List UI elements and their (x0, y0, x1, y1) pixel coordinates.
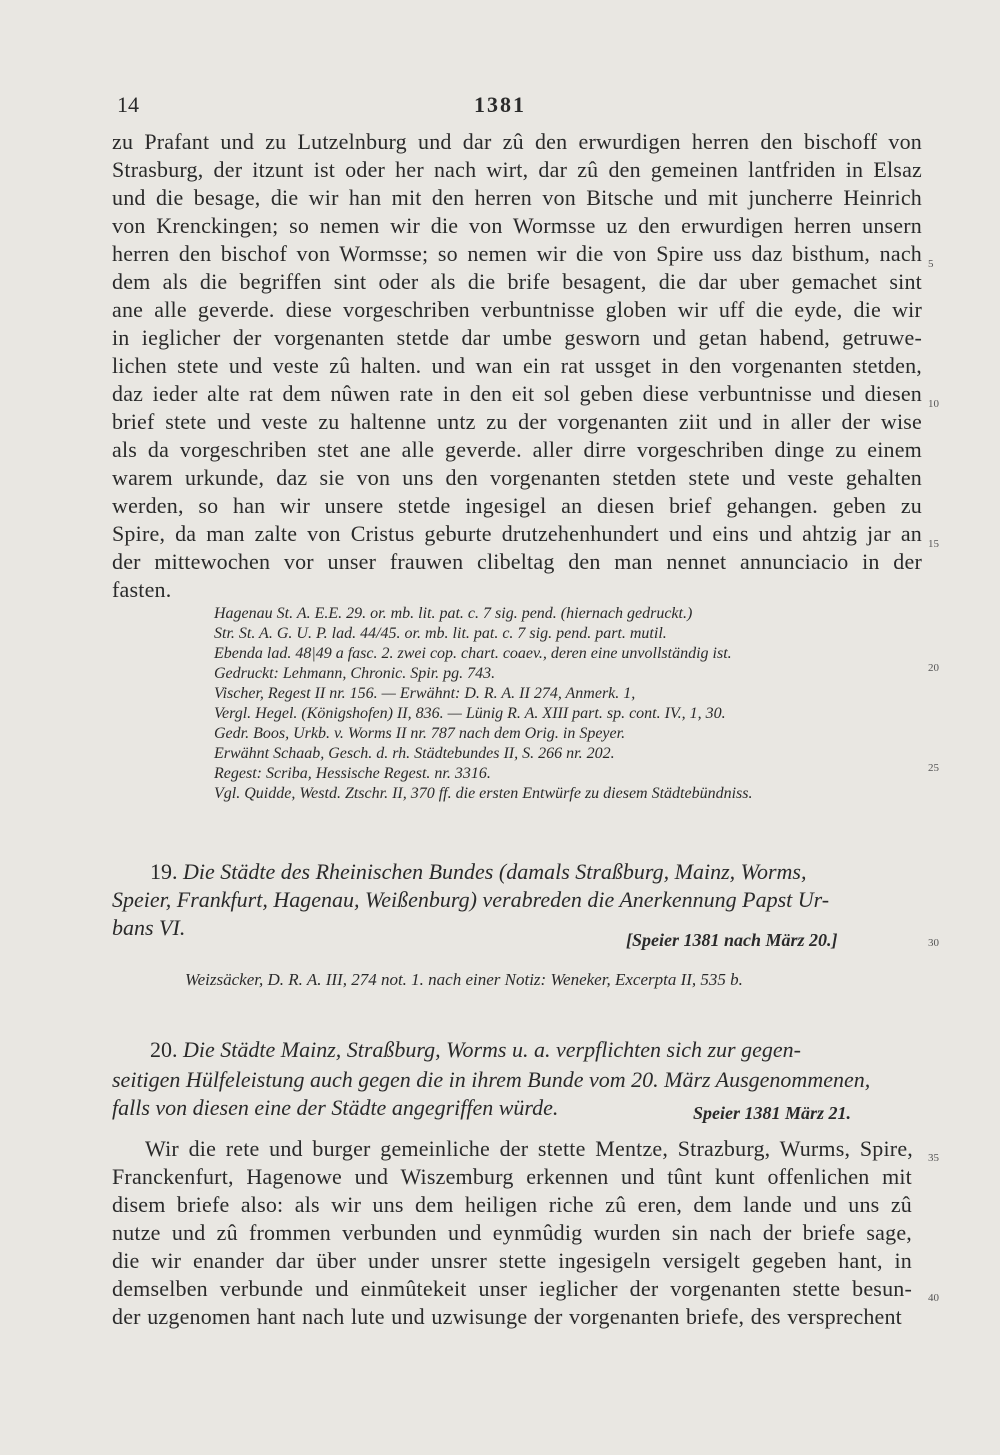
source-note: Str. St. A. G. U. P. lad. 44/45. or. mb. lit. pat. c. 7 sig. pend. part. mutil. (214, 625, 667, 642)
body-line: von Krenckingen; so nemen wir die von Wormsse uz den erwurdigen herren unsern (112, 213, 922, 238)
body-line: Spire, da man zalte von Cristus geburte drutzehenhundert und eins und ahtzig jar an (112, 521, 922, 546)
body-line: die wir enander dar über under unsrer stette ingesigeln versigelt gegeben hant, in (112, 1248, 912, 1273)
source-note: Vgl. Quidde, Westd. Ztschr. II, 370 ff. die ersten Entwürfe zu diesem Städtebündniss. (214, 785, 753, 802)
source-note: Ebenda lad. 48|49 a fasc. 2. zwei cop. chart. coaev., deren eine unvollständig ist. (214, 645, 732, 662)
entry-number: 19. (150, 859, 178, 884)
running-head: 1381 (474, 92, 526, 117)
margin-line-number: 40 (928, 1292, 939, 1304)
entry-summary-line: falls von diesen eine der Städte angegriffen würde. (112, 1095, 559, 1120)
entry-reference: Weizsäcker, D. R. A. III, 274 not. 1. nach einer Notiz: Weneker, Excerpta II, 535 b. (185, 970, 743, 989)
body-line: ane alle geverde. diese vorgeschriben verbuntnisse globen wir uff die eyde, die wir (112, 297, 922, 322)
body-line: brief stete und veste zu haltenne untz zu der vorgenanten ziit und in aller der wise (112, 409, 922, 434)
body-line: demselben verbunde und einmûtekeit unser ieglicher der vorgenanten stette besun- (112, 1276, 912, 1301)
body-line: in ieglicher der vorgenanten stetde dar umbe gesworn und getan habend, getruwe- (112, 325, 922, 350)
body-line: der uzgenomen hant nach lute und uzwisunge der vorgenanten briefe, des versprechent (112, 1304, 902, 1329)
entry-summary-line: bans VI. (112, 915, 186, 940)
body-line: nutze und zû frommen verbunden und eynmûdig wurden sin nach der briefe sage, (112, 1220, 912, 1245)
body-line: als da vorgeschriben stet ane alle geverde. aller dirre vorgeschriben dinge zu einem (112, 437, 922, 462)
entry-summary-line: seitigen Hülfeleistung auch gegen die in ihrem Bunde vom 20. März Ausgenommenen, (112, 1067, 871, 1092)
entry-summary-line: Speier, Frankfurt, Hagenau, Weißenburg) verabreden die Anerkennung Papst Ur- (112, 887, 830, 912)
margin-line-number: 35 (928, 1152, 939, 1164)
body-line: lichen stete und veste zû halten. und wan ein rat ussget in den vorgenanten stetden, (112, 353, 922, 378)
entry-19-heading (150, 858, 950, 886)
source-note: Regest: Scriba, Hessische Regest. nr. 3316. (214, 765, 491, 782)
entry-summary-line: Die Städte Mainz, Straßburg, Worms u. a. verpflichten sich zur gegen- (183, 1037, 801, 1062)
source-note: Vergl. Hegel. (Königshofen) II, 836. — Lünig R. A. XIII part. sp. cont. IV., 1, 30. (214, 705, 726, 722)
margin-line-number: 5 (928, 258, 934, 270)
source-note: Vischer, Regest II nr. 156. — Erwähnt: D. R. A. II 274, Anmerk. 1, (214, 685, 636, 702)
entry-summary-line: Die Städte des Rheinischen Bundes (damals Straßburg, Mainz, Worms, (183, 859, 807, 884)
entry-number: 20. (150, 1037, 178, 1062)
body-line: daz ieder alte rat dem nûwen rate in den eit sol geben diese verbuntnisse und diesen (112, 381, 922, 406)
body-line: der mittewochen vor unser frauwen clibeltag den man nennet annunciacio in der (112, 549, 922, 574)
margin-line-number: 15 (928, 538, 939, 550)
body-line: fasten. (112, 577, 172, 602)
margin-line-number: 30 (928, 937, 939, 949)
body-line: und die besage, die wir han mit den herren von Bitsche und mit juncherre Heinrich (112, 185, 922, 210)
body-line: Wir die rete und burger gemeinliche der stette Mentze, Strazburg, Wurms, Spire, (145, 1136, 913, 1161)
margin-line-number: 20 (928, 662, 939, 674)
margin-line-number: 10 (928, 398, 939, 410)
body-line: zu Prafant und zu Lutzelnburg und dar zû den erwurdigen herren den bischoff von (112, 129, 922, 154)
source-note: Gedruckt: Lehmann, Chronic. Spir. pg. 743. (214, 665, 496, 682)
margin-line-number: 25 (928, 762, 939, 774)
entry-dating: Speier 1381 März 21. (693, 1103, 852, 1123)
body-line: herren den bischof von Wormsse; so nemen wir die von Spire uss daz bisthum, nach (112, 241, 922, 266)
body-line: Strasburg, der itzunt ist oder her nach wirt, dar zû den gemeinen lantfriden in Elsaz (112, 157, 922, 182)
body-line: werden, so han wir unsere stetde ingesigel an diesen brief gehangen. geben zu (112, 493, 922, 518)
source-note: Gedr. Boos, Urkb. v. Worms II nr. 787 nach dem Orig. in Speyer. (214, 725, 626, 742)
entry-20-heading (150, 1036, 950, 1064)
page-number: 14 (117, 92, 139, 117)
body-line: Franckenfurt, Hagenowe und Wiszemburg erkennen und tûnt kunt offenlichen mit (112, 1164, 912, 1189)
entry-dating: [Speier 1381 nach März 20.] (626, 930, 838, 950)
source-note: Hagenau St. A. E.E. 29. or. mb. lit. pat. c. 7 sig. pend. (hiernach gedruckt.) (214, 605, 693, 622)
body-line: disem briefe also: als wir uns dem heiligen riche zû eren, dem lande und uns zû (112, 1192, 912, 1217)
body-line: warem urkunde, daz sie von uns den vorgenanten stetden stete und veste gehalten (112, 465, 922, 490)
body-line: dem als die begriffen sint oder als die brife besagent, die dar uber gemachet sint (112, 269, 922, 294)
source-note: Erwähnt Schaab, Gesch. d. rh. Städtebundes II, S. 266 nr. 202. (214, 745, 615, 762)
